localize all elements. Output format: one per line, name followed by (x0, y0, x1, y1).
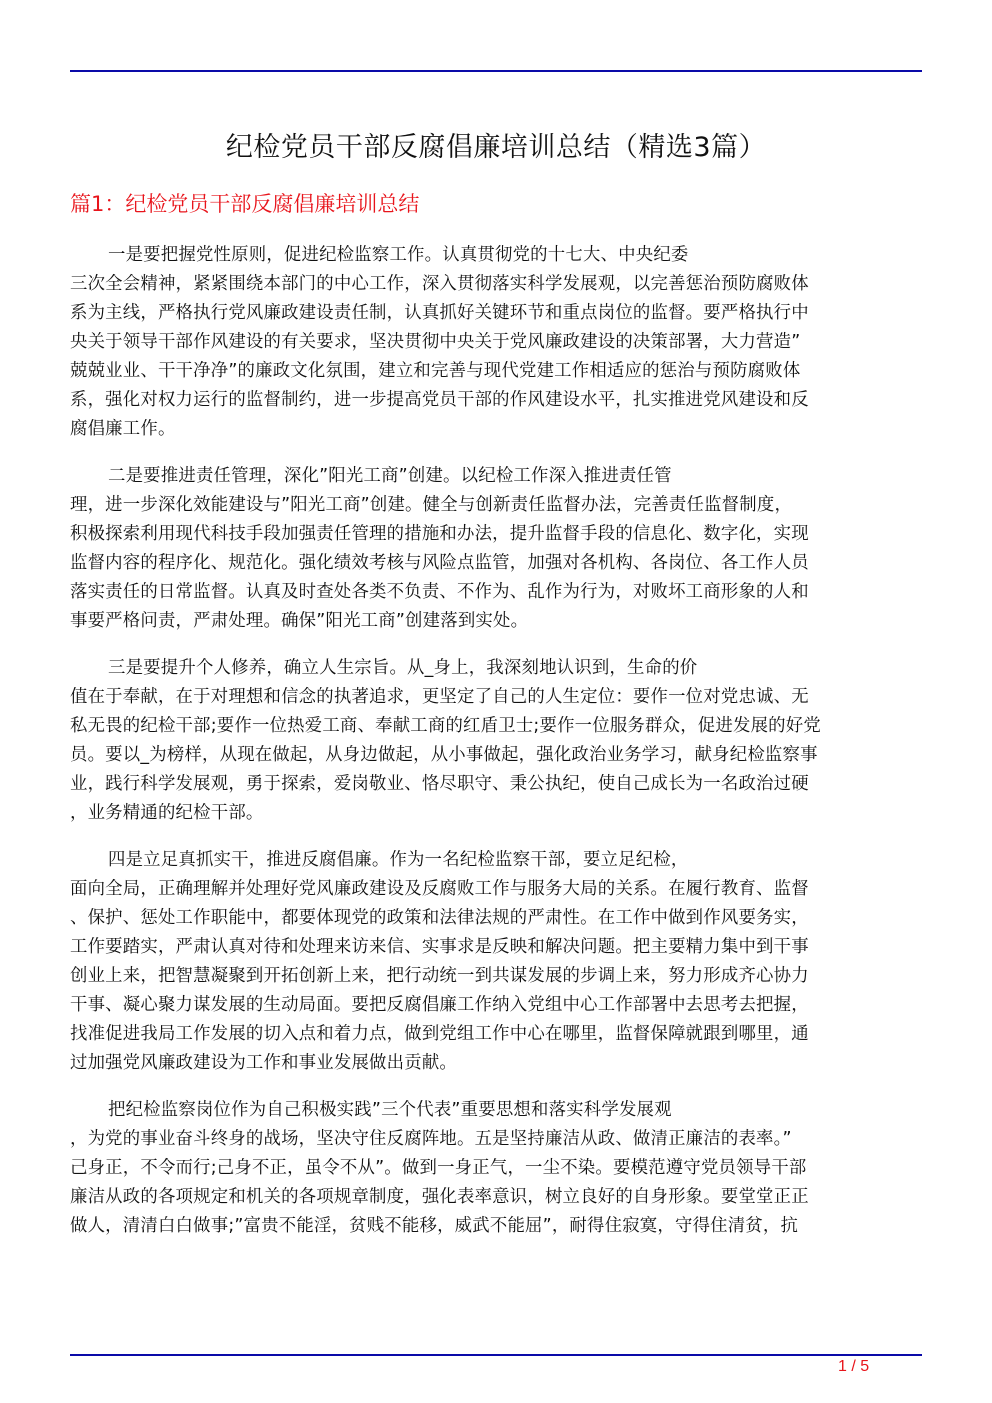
paragraph-line: 系，强化对权力运行的监督制约，进一步提高党员干部的作风建设水平，扎实推进党风建设和反 (70, 390, 809, 410)
paragraph-line: 过加强党风廉政建设为工作和事业发展做出贡献。 (70, 1053, 457, 1073)
paragraph-line: 系为主线，严格执行党风廉政建设责任制，认真抓好关键环节和重点岗位的监督。要严格执行中 (70, 303, 809, 323)
paragraph-line: ，业务精通的纪检干部。 (70, 803, 264, 823)
paragraph-5 (70, 1096, 922, 1241)
paragraph-line: ，为党的事业奋斗终身的战场，坚决守住反腐阵地。五是坚持廉洁从政、做清正廉洁的表率。” (70, 1129, 792, 1149)
document-body (70, 241, 922, 1259)
paragraph-line: 业，践行科学发展观，勇于探索，爱岗敬业、恪尽职守、秉公执纪，使自己成长为一名政治过硬 (70, 774, 809, 794)
paragraph-line: 创业上来，把智慧凝聚到开拓创新上来，把行动统一到共谋发展的步调上来，努力形成齐心协力 (70, 966, 809, 986)
paragraph-line: 、保护、惩处工作职能中，都要体现党的政策和法律法规的严肃性。在工作中做到作风要务实， (70, 908, 809, 928)
paragraph-line: 腐倡廉工作。 (70, 419, 176, 439)
paragraph-line: 值在于奉献，在于对理想和信念的执著追求，更坚定了自己的人生定位：要作一位对党忠诚、无 (70, 687, 809, 707)
paragraph-line: 做人，清清白白做事;”富贵不能淫，贫贱不能移，威武不能屈”，耐得住寂寞，守得住清贫，抗 (70, 1216, 799, 1236)
paragraph-line: 一是要把握党性原则，促进纪检监察工作。认真贯彻党的十七大、中央纪委 (108, 245, 689, 265)
paragraph-line: 员。要以_为榜样，从现在做起，从身边做起，从小事做起，强化政治业务学习，献身纪检监察事 (70, 745, 818, 765)
paragraph-line: 三是要提升个人修养，确立人生宗旨。从_身上，我深刻地认识到，生命的价 (108, 658, 698, 678)
page-number: 1 / 5 (838, 1358, 870, 1375)
paragraph-line: 干事、凝心聚力谋发展的生动局面。要把反腐倡廉工作纳入党组中心工作部署中去思考去把握， (70, 995, 809, 1015)
document-title: 纪检党员干部反腐倡廉培训总结（精选3篇） (225, 132, 767, 163)
paragraph-line: 央关于领导干部作风建设的有关要求，坚决贯彻中央关于党风廉政建设的决策部署，大力营造” (70, 332, 801, 352)
paragraph-line: 事要严格问责，严肃处理。确保”阳光工商”创建落到实处。 (70, 611, 529, 631)
footer-rule (70, 1354, 922, 1356)
paragraph-line: 二是要推进责任管理，深化”阳光工商”创建。以纪检工作深入推进责任管 (108, 466, 672, 486)
header-rule (70, 70, 922, 72)
paragraph-2 (70, 462, 922, 636)
paragraph-line: 面向全局，正确理解并处理好党风廉政建设及反腐败工作与服务大局的关系。在履行教育、监督 (70, 879, 809, 899)
paragraph-line: 监督内容的程序化、规范化。强化绩效考核与风险点监管，加强对各机构、各岗位、各工作人员 (70, 553, 809, 573)
paragraph-line: 四是立足真抓实干，推进反腐倡廉。作为一名纪检监察干部，要立足纪检， (108, 850, 689, 870)
paragraph-line: 落实责任的日常监督。认真及时查处各类不负责、不作为、乱作为行为，对败坏工商形象的人和 (70, 582, 809, 602)
paragraph-line: 找准促进我局工作发展的切入点和着力点，做到党组工作中心在哪里，监督保障就跟到哪里，通 (70, 1024, 809, 1044)
paragraph-1 (70, 241, 922, 444)
paragraph-line: 廉洁从政的各项规定和机关的各项规章制度，强化表率意识，树立良好的自身形象。要堂堂正正 (70, 1187, 809, 1207)
paragraph-line: 工作要踏实，严肃认真对待和处理来访来信、实事求是反映和解决问题。把主要精力集中到干事 (70, 937, 809, 957)
paragraph-3 (70, 654, 922, 828)
paragraph-line: 积极探索利用现代科技手段加强责任管理的措施和办法，提升监督手段的信息化、数字化，实现 (70, 524, 809, 544)
paragraph-line: 理，进一步深化效能建设与”阳光工商”创建。健全与创新责任监督办法，完善责任监督制度， (70, 495, 793, 515)
paragraph-line: 兢兢业业、干干净净”的廉政文化氛围，建立和完善与现代党建工作相适应的惩治与预防腐败体 (70, 361, 801, 381)
paragraph-line: 私无畏的纪检干部;要作一位热爱工商、奉献工商的红盾卫士;要作一位服务群众，促进发展的好党 (70, 716, 821, 736)
paragraph-4 (70, 846, 922, 1078)
paragraph-line: 己身正，不令而行;己身不正，虽令不从”。做到一身正气，一尘不染。要模范遵守党员领导干部 (70, 1158, 807, 1178)
paragraph-line: 把纪检监察岗位作为自己积极实践”三个代表”重要思想和落实科学发展观 (108, 1100, 672, 1120)
section-heading: 篇1：纪检党员干部反腐倡廉培训总结 (70, 192, 420, 216)
paragraph-line: 三次全会精神，紧紧围绕本部门的中心工作，深入贯彻落实科学发展观，以完善惩治预防腐败体 (70, 274, 809, 294)
